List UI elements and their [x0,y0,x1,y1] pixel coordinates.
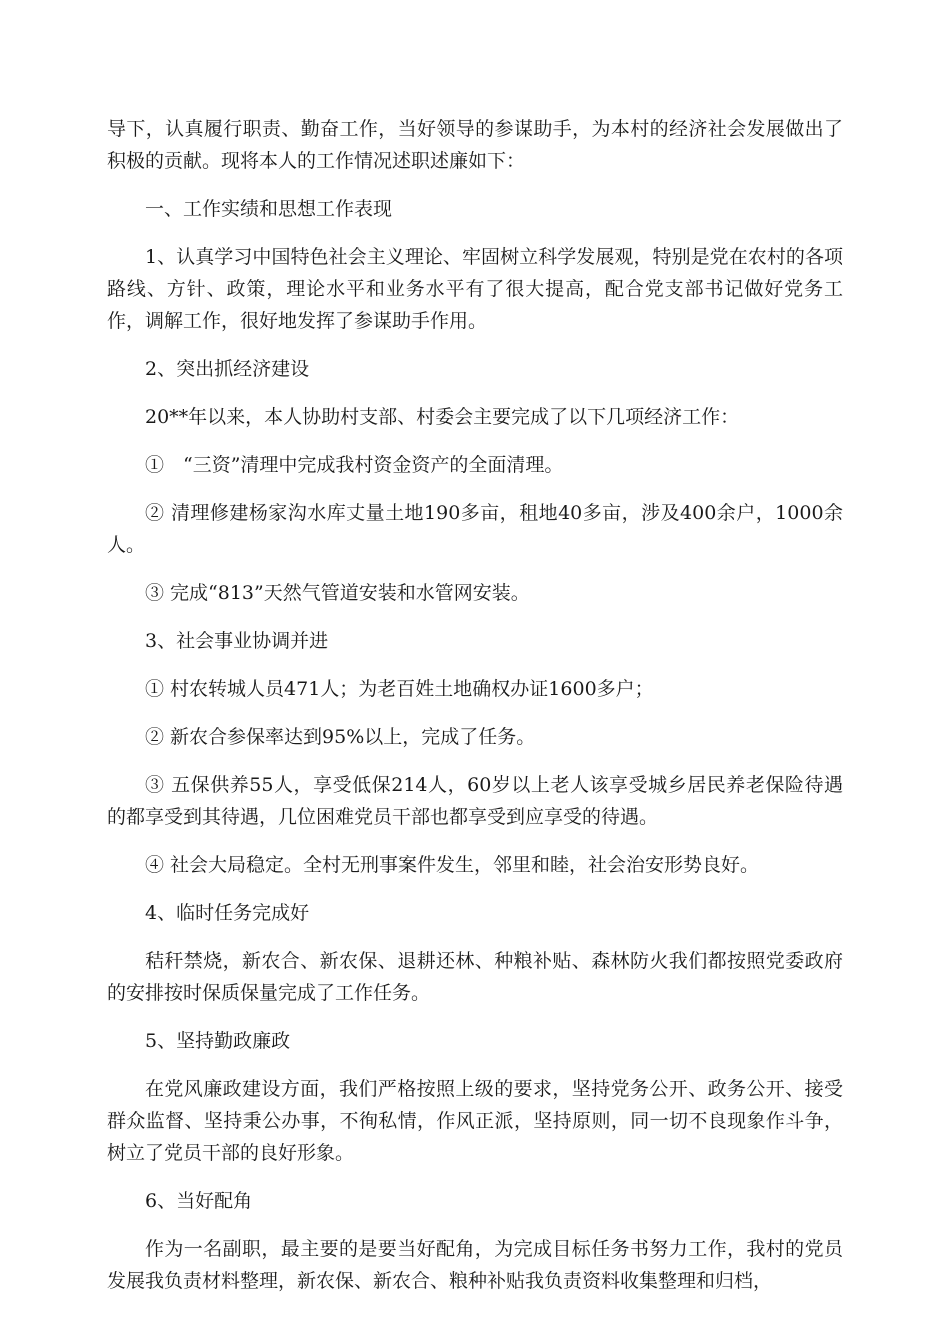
paragraph-intro: 导下，认真履行职责、勤奋工作，当好领导的参谋助手，为本村的经济社会发展做出了积极的贡献。现将本人的工作情况述职述廉如下： [107,118,843,172]
subheading-5: 5、坚持勤政廉政 [145,1030,291,1052]
list-item-social-1: ① 村农转城人员471人；为老百姓土地确权办证1600多户； [145,678,654,700]
list-item-social-2: ② 新农合参保率达到95%以上，完成了任务。 [145,726,536,748]
list-item-econ-3: ③ 完成“813”天然气管道安装和水管网安装。 [145,582,530,604]
section-heading-1: 一、工作实绩和思想工作表现 [145,198,393,220]
list-item-econ-2: ② 清理修建杨家沟水库丈量土地190多亩，租地40多亩，涉及400余户，1000余人。 [107,502,843,556]
paragraph-econ-intro: 20**年以来，本人协助村支部、村委会主要完成了以下几项经济工作： [145,406,740,428]
paragraph-temp-tasks: 秸秆禁烧，新农合、新农保、退耕还林、种粮补贴、森林防火我们都按照党委政府的安排按时保质保量完成了工作任务。 [107,950,843,1004]
paragraph-integrity: 在党风廉政建设方面，我们严格按照上级的要求，坚持党务公开、政务公开、接受群众监督、坚持秉公办事，不徇私情，作风正派，坚持原则，同一切不良现象作斗争，树立了党员干部的良好形象。 [107,1078,843,1164]
paragraph-supporting-role: 作为一名副职，最主要的是要当好配角，为完成目标任务书努力工作，我村的党员发展我负责材料整理，新农保、新农合、粮种补贴我负责资料收集整理和归档， [107,1238,843,1292]
subheading-4: 4、临时任务完成好 [145,902,310,924]
list-item-social-3: ③ 五保供养55人，享受低保214人，60岁以上老人该享受城乡居民养老保险待遇的都享受到其待遇，几位困难党员干部也都享受到应享受的待遇。 [107,774,843,828]
list-item-econ-1: ① “三资”清理中完成我村资金资产的全面清理。 [145,454,564,476]
paragraph-item-1: 1、认真学习中国特色社会主义理论、牢固树立科学发展观，特别是党在农村的各项路线、方针、政策，理论水平和业务水平有了很大提高，配合党支部书记做好党务工作，调解工作，很好地发挥了参谋助手作用。 [107,246,843,332]
subheading-3: 3、社会事业协调并进 [145,630,329,652]
document-page [107,113,843,1313]
subheading-2: 2、突出抓经济建设 [145,358,310,380]
subheading-6: 6、当好配角 [145,1190,253,1212]
list-item-social-4: ④ 社会大局稳定。全村无刑事案件发生，邻里和睦，社会治安形势良好。 [145,854,760,876]
